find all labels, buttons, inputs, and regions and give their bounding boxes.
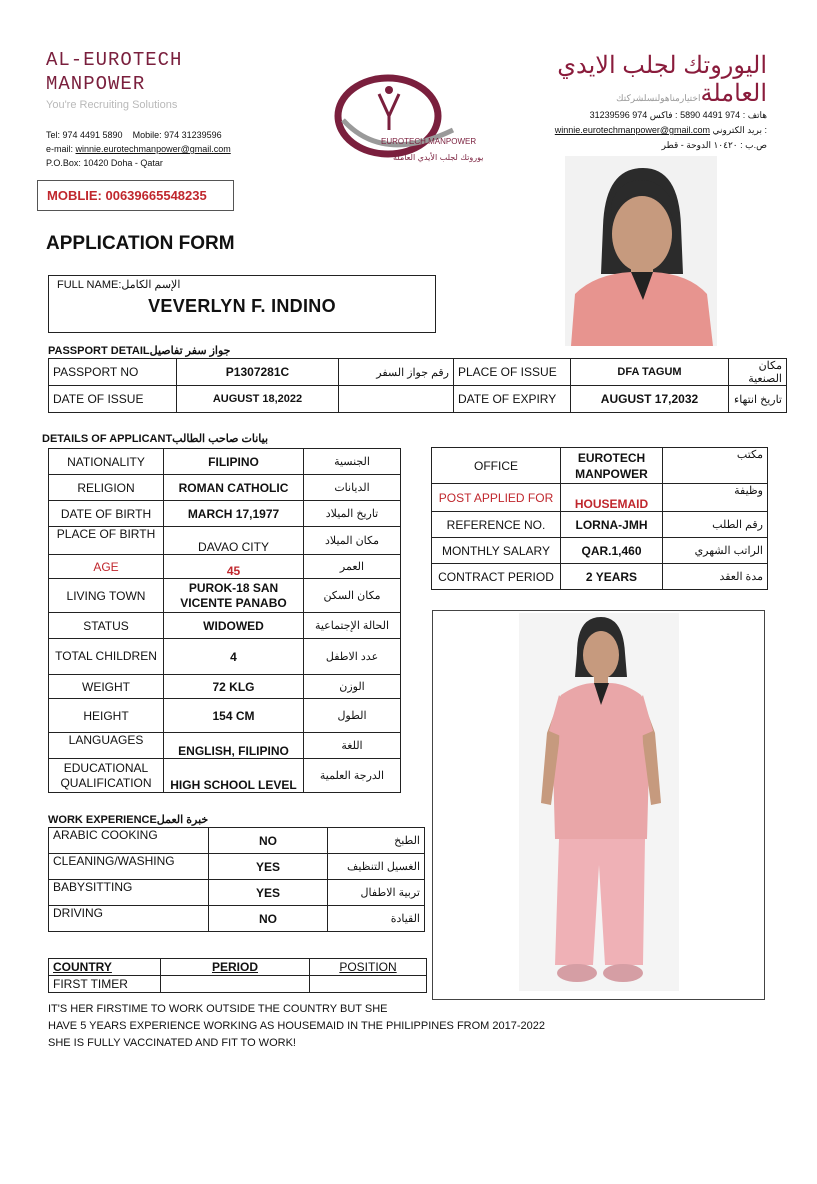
table-row (49, 854, 425, 880)
post-applied-value: HOUSEMAID (561, 484, 663, 512)
work-experience-heading: WORK EXPERIENCEخبرة العمل (48, 814, 209, 826)
logo-text: EUROTECH MANPOWER (381, 137, 477, 146)
age-arabic: العمر (304, 555, 401, 579)
status-arabic: الحالة الإجتماعية (304, 613, 401, 639)
contact-email-label: e-mail: (46, 144, 76, 154)
table-row (49, 828, 425, 854)
table-row (49, 759, 401, 793)
weight-value: 72 KLG (164, 675, 304, 699)
skill-value: NO (209, 906, 328, 932)
applicant-full-body-photo (519, 613, 679, 991)
contact-mobile: Mobile: 974 31239596 (132, 130, 222, 140)
table-row (49, 976, 427, 993)
status-label: STATUS (49, 613, 164, 639)
contact-address: P.O.Box: 10420 Doha - Qatar (46, 158, 163, 168)
monthly-salary-value: QAR.1,460 (561, 538, 663, 564)
reference-no-arabic: رقم الطلب (663, 512, 768, 538)
languages-label: LANGUAGES (49, 733, 164, 759)
table-row (49, 906, 425, 932)
total-children-label: TOTAL CHILDREN (49, 639, 164, 675)
languages-value: ENGLISH, FILIPINO (164, 733, 304, 759)
education-arabic: الدرجة العلمية (304, 759, 401, 793)
post-applied-label: POST APPLIED FOR (432, 484, 561, 512)
table-row (432, 538, 768, 564)
passport-no-arabic: رقم جواز السفر (339, 359, 454, 386)
passport-row (49, 386, 787, 413)
contact-email-link[interactable]: winnie.eurotechmanpower@gmail.com (75, 144, 231, 154)
office-table (431, 447, 768, 590)
skill-value: NO (209, 828, 328, 854)
company-name (46, 48, 182, 96)
arabic-title-line2: العاملة (700, 80, 767, 107)
nationality-value: FILIPINO (164, 449, 304, 475)
remarks-line3: SHE IS FULLY VACCINATED AND FIT TO WORK! (48, 1037, 296, 1049)
date-of-birth-value: MARCH 17,1977 (164, 501, 304, 527)
remarks-line2: HAVE 5 YEARS EXPERIENCE WORKING AS HOUSEMAID IN THE PHILIPPINES FROM 2017-2022 (48, 1020, 545, 1032)
contract-period-label: CONTRACT PERIOD (432, 564, 561, 590)
arabic-phone: هاتف : 974 4491 5890 : فاكس 974 31239596 (589, 110, 767, 120)
full-name-value: VEVERLYN F. INDINO (148, 296, 336, 316)
date-of-expiry-value: AUGUST 17,2032 (571, 386, 729, 413)
living-town-label: LIVING TOWN (49, 579, 164, 613)
weight-arabic: الوزن (304, 675, 401, 699)
skill-arabic: الغسيل التنظيف (328, 854, 425, 880)
height-value: 154 CM (164, 699, 304, 733)
contract-period-value: 2 YEARS (561, 564, 663, 590)
date-of-expiry-label: DATE OF EXPIRY (454, 386, 571, 413)
page-title: APPLICATION FORM (46, 233, 235, 254)
arabic-company-title (507, 52, 767, 112)
skill-arabic: الطبخ (328, 828, 425, 854)
height-arabic: الطول (304, 699, 401, 733)
table-row (49, 501, 401, 527)
passport-heading: PASSPORT DETAILجواز سفر تفاصيل (48, 345, 231, 357)
nationality-arabic: الجنسية (304, 449, 401, 475)
date-of-birth-arabic: تاريخ الميلاد (304, 501, 401, 527)
height-label: HEIGHT (49, 699, 164, 733)
skill-arabic: القيادة (328, 906, 425, 932)
place-of-birth-label: PLACE OF BIRTH (49, 527, 164, 555)
reference-no-value: LORNA-JMH (561, 512, 663, 538)
applicant-heading: DETAILS OF APPLICANTبيانات صاحب الطالب (42, 433, 269, 445)
arabic-title-line1: اليوروتك لجلب الايدي (557, 52, 767, 79)
period-cell (161, 976, 310, 993)
table-header-row (49, 959, 427, 976)
table-row (432, 564, 768, 590)
skill-arabic: تربية الاطفال (328, 880, 425, 906)
date-of-issue-label: DATE OF ISSUE (49, 386, 177, 413)
religion-label: RELIGION (49, 475, 164, 501)
office-value: EUROTECH MANPOWER (561, 448, 663, 484)
monthly-salary-arabic: الراتب الشهري (663, 538, 768, 564)
remarks (48, 1001, 545, 1052)
company-contact (46, 128, 231, 170)
contract-period-arabic: مدة العقد (663, 564, 768, 590)
passport-row (49, 359, 787, 386)
skill-label: BABYSITTING (49, 880, 209, 906)
table-row (49, 699, 401, 733)
reference-no-label: REFERENCE NO. (432, 512, 561, 538)
education-label: EDUCATIONAL QUALIFICATION (49, 759, 164, 793)
arabic-address: ص.ب : ١٠٤٢٠ الدوحة - قطر (661, 140, 767, 150)
arabic-email-link[interactable]: winnie.eurotechmanpower@gmail.com (554, 125, 711, 135)
date-of-issue-value: AUGUST 18,2022 (177, 386, 339, 413)
company-tagline: You're Recruiting Solutions (46, 99, 178, 111)
applicant-table (48, 448, 401, 793)
table-row (49, 639, 401, 675)
country-table (48, 958, 427, 993)
religion-value: ROMAN CATHOLIC (164, 475, 304, 501)
table-row (49, 555, 401, 579)
skill-label: CLEANING/WASHING (49, 854, 209, 880)
applicant-headshot-photo (565, 156, 717, 346)
date-of-issue-arabic (339, 386, 454, 413)
passport-table (48, 358, 787, 413)
place-of-issue-arabic: مكان الصنعية (729, 359, 787, 386)
work-experience-table (48, 827, 425, 932)
country-cell: FIRST TIMER (49, 976, 161, 993)
education-value: HIGH SCHOOL LEVEL (164, 759, 304, 793)
mobile-number-box: MOBLIE: 00639665548235 (37, 180, 234, 211)
skill-value: YES (209, 854, 328, 880)
nationality-label: NATIONALITY (49, 449, 164, 475)
place-of-birth-value: DAVAO CITY (164, 527, 304, 555)
period-header: PERIOD (161, 959, 310, 976)
arabic-email-label: بريد الكتروني : (712, 125, 767, 135)
table-row (49, 475, 401, 501)
table-row (49, 880, 425, 906)
place-of-issue-label: PLACE OF ISSUE (454, 359, 571, 386)
passport-no-label: PASSPORT NO (49, 359, 177, 386)
full-name-label: FULL NAME:الإسم الكامل (57, 279, 181, 291)
table-row (49, 579, 401, 613)
passport-no-value: P1307281C (177, 359, 339, 386)
table-row (432, 512, 768, 538)
office-arabic: مكتب (663, 448, 768, 484)
post-applied-arabic: وظيفة (663, 484, 768, 512)
company-name-line2: MANPOWER (46, 73, 146, 95)
table-row (49, 613, 401, 639)
status-value: WIDOWED (164, 613, 304, 639)
table-row (49, 527, 401, 555)
age-label: AGE (49, 555, 164, 579)
table-row (49, 449, 401, 475)
living-town-arabic: مكان السكن (304, 579, 401, 613)
living-town-value: PUROK-18 SAN VICENTE PANABO (164, 579, 304, 613)
company-name-line1: AL-EUROTECH (46, 49, 183, 71)
skill-label: DRIVING (49, 906, 209, 932)
remarks-line1: IT'S HER FIRSTIME TO WORK OUTSIDE THE COUNTRY BUT SHE (48, 1003, 388, 1015)
arabic-contact (497, 108, 767, 153)
languages-arabic: اللغة (304, 733, 401, 759)
skill-value: YES (209, 880, 328, 906)
table-row (49, 733, 401, 759)
place-of-issue-value: DFA TAGUM (571, 359, 729, 386)
arabic-title-small: اختيارمناهولنسلشركتك (616, 93, 701, 103)
date-of-birth-label: DATE OF BIRTH (49, 501, 164, 527)
country-header: COUNTRY (49, 959, 161, 976)
skill-label: ARABIC COOKING (49, 828, 209, 854)
age-value: 45 (164, 555, 304, 579)
logo-arabic: يوروتك لجلب الأيدي العاملة (393, 153, 483, 162)
position-header: POSITION (310, 959, 427, 976)
total-children-arabic: عدد الاطفل (304, 639, 401, 675)
religion-arabic: الديانات (304, 475, 401, 501)
weight-label: WEIGHT (49, 675, 164, 699)
table-row (49, 675, 401, 699)
monthly-salary-label: MONTHLY SALARY (432, 538, 561, 564)
place-of-birth-arabic: مكان الميلاد (304, 527, 401, 555)
office-label: OFFICE (432, 448, 561, 484)
table-row (432, 448, 768, 484)
position-cell (310, 976, 427, 993)
date-of-expiry-arabic: تاريخ انتهاء (729, 386, 787, 413)
table-row (432, 484, 768, 512)
total-children-value: 4 (164, 639, 304, 675)
company-logo (333, 72, 483, 168)
contact-tel: Tel: 974 4491 5890 (46, 130, 123, 140)
